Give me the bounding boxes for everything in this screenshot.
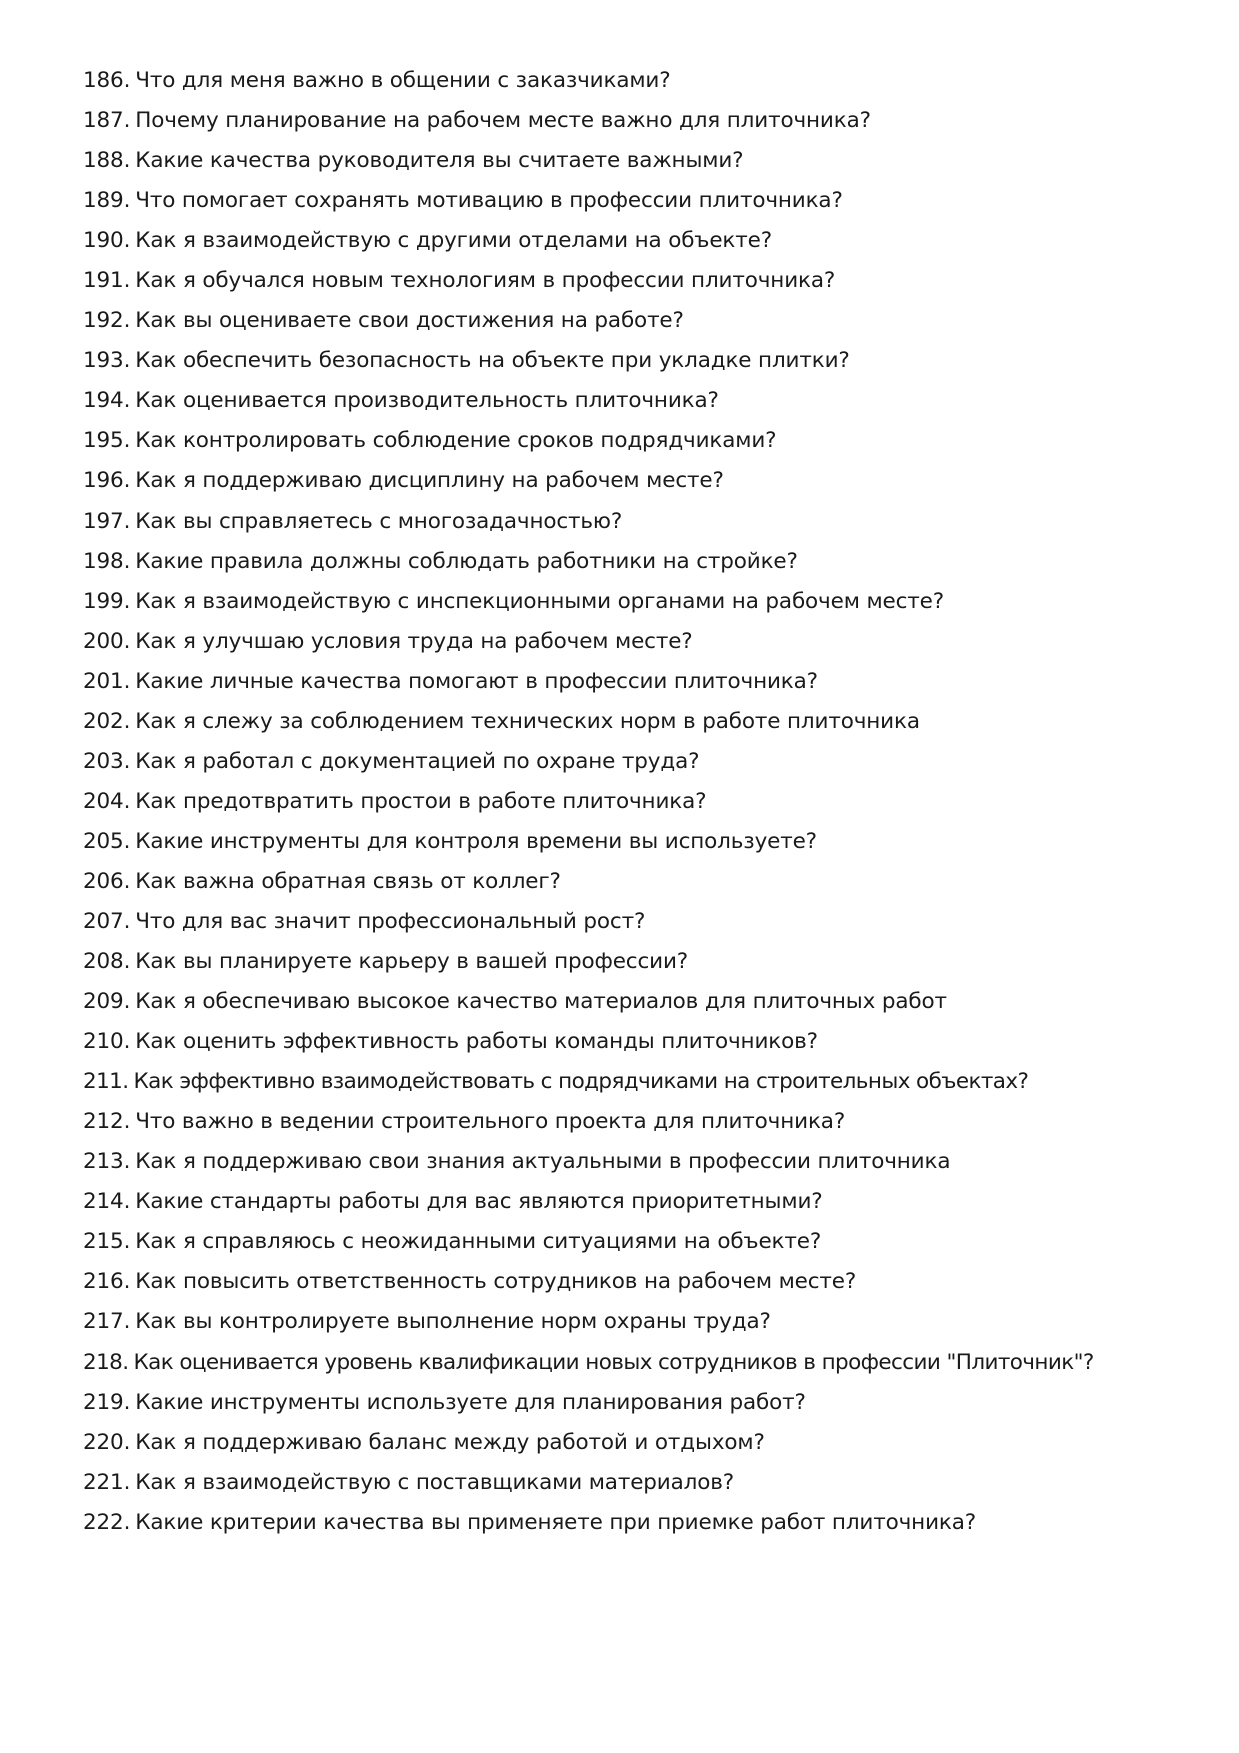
question-text: Что для вас значит профессиональный рост? (135, 908, 646, 934)
question-text: Как вы справляетесь с многозадачностью? (135, 508, 623, 534)
question-text: Какие стандарты работы для вас являются приоритетными? (135, 1189, 823, 1215)
question-number: 213. (83, 1149, 131, 1175)
list-item (83, 1262, 1203, 1302)
question-text: Как повысить ответственность сотрудников на рабочем месте? (135, 1269, 857, 1295)
question-text: Как я поддерживаю дисциплину на рабочем месте? (135, 468, 724, 494)
question-text: Что помогает сохранять мотивацию в профессии плиточника? (135, 188, 843, 214)
list-item (83, 341, 1203, 381)
list-item (83, 662, 1203, 702)
question-number: 220. (83, 1429, 131, 1455)
list-item (83, 1423, 1203, 1463)
list-item (83, 181, 1203, 221)
question-text: Что важно в ведении строительного проекта для плиточника? (135, 1109, 846, 1135)
question-number: 218. (83, 1349, 129, 1375)
question-number: 217. (83, 1309, 131, 1335)
question-number: 186. (83, 68, 131, 93)
question-text: Как предотвратить простои в работе плиточника? (135, 788, 707, 814)
question-text: Какие критерии качества вы применяете при приемке работ плиточника? (135, 1509, 977, 1535)
question-number: 196. (83, 468, 131, 494)
question-text: Как вы планируете карьеру в вашей профессии? (135, 949, 689, 975)
list-item (83, 221, 1203, 261)
question-text: Как я обеспечиваю высокое качество материалов для плиточных работ (135, 989, 947, 1015)
list-item (83, 902, 1203, 942)
question-number: 194. (83, 388, 131, 414)
question-number: 201. (83, 668, 131, 694)
list-item (83, 101, 1203, 141)
question-text: Как оценить эффективность работы команды плиточников? (135, 1029, 818, 1055)
list-item (83, 1142, 1203, 1182)
question-number: 210. (83, 1029, 131, 1055)
question-text: Как вы оцениваете свои достижения на работе? (135, 308, 684, 334)
question-text: Какие инструменты используете для планирования работ? (135, 1389, 806, 1415)
question-number: 187. (83, 108, 131, 134)
question-number: 191. (83, 268, 131, 294)
question-text: Какие личные качества помогают в профессии плиточника? (135, 668, 818, 694)
question-number: 211. (83, 1069, 129, 1095)
list-item (83, 862, 1203, 902)
question-text: Какие качества руководителя вы считаете важными? (135, 148, 744, 174)
question-number: 193. (83, 348, 131, 374)
question-number: 200. (83, 628, 131, 654)
question-number: 209. (83, 989, 131, 1015)
question-number: 189. (83, 188, 131, 214)
list-item (83, 61, 1203, 101)
question-text: Как важна обратная связь от коллег? (135, 868, 561, 894)
list-item (83, 461, 1203, 501)
question-text: Как я поддерживаю свои знания актуальными в профессии плиточника (135, 1149, 951, 1175)
question-text: Как я улучшаю условия труда на рабочем месте? (135, 628, 693, 654)
question-number: 192. (83, 308, 131, 334)
list-item (83, 1383, 1203, 1423)
question-text: Как я взаимодействую с инспекционными органами на рабочем месте? (135, 588, 944, 614)
question-text: Какие правила должны соблюдать работники на стройке? (135, 548, 798, 574)
question-number: 198. (83, 548, 131, 574)
list-item (83, 1222, 1203, 1262)
list-item (83, 942, 1203, 982)
list-item (83, 421, 1203, 461)
question-number: 221. (83, 1469, 131, 1495)
list-item (83, 1343, 1203, 1383)
document-page (83, 61, 1203, 1543)
question-text: Как я взаимодействую с другими отделами на объекте? (135, 228, 772, 254)
question-number: 216. (83, 1269, 131, 1295)
list-item (83, 261, 1203, 301)
question-text: Как вы контролируете выполнение норм охраны труда? (135, 1309, 771, 1335)
question-number: 214. (83, 1189, 131, 1215)
list-item (83, 1102, 1203, 1142)
list-item (83, 381, 1203, 421)
question-text: Как оценивается уровень квалификации новых сотрудников в профессии "Плиточник"? (133, 1349, 1094, 1375)
list-item (83, 822, 1203, 862)
question-number: 204. (83, 788, 131, 814)
list-item (83, 622, 1203, 662)
list-item (83, 1182, 1203, 1222)
list-item (83, 141, 1203, 181)
question-number: 188. (83, 148, 131, 174)
question-number: 202. (83, 708, 131, 734)
question-text: Как я поддерживаю баланс между работой и отдыхом? (135, 1429, 765, 1455)
list-item (83, 1022, 1203, 1062)
question-text: Как эффективно взаимодействовать с подрядчиками на строительных объектах? (133, 1069, 1029, 1095)
question-number: 219. (83, 1389, 131, 1415)
question-number: 199. (83, 588, 131, 614)
list-item (83, 782, 1203, 822)
question-text: Как обеспечить безопасность на объекте при укладке плитки? (135, 348, 850, 374)
list-item (83, 702, 1203, 742)
question-text: Как контролировать соблюдение сроков подрядчиками? (135, 428, 777, 454)
question-text: Что для меня важно в общении с заказчиками? (135, 68, 671, 93)
question-number: 195. (83, 428, 131, 454)
question-number: 206. (83, 868, 131, 894)
list-item (83, 1463, 1203, 1503)
list-item (83, 1302, 1203, 1342)
list-item (83, 582, 1203, 622)
list-item (83, 542, 1203, 582)
question-number: 222. (83, 1509, 131, 1535)
question-text: Как я обучался новым технологиям в профессии плиточника? (135, 268, 836, 294)
question-number: 203. (83, 748, 131, 774)
list-item (83, 1503, 1203, 1543)
list-item (83, 742, 1203, 782)
list-item (83, 1062, 1203, 1102)
question-number: 215. (83, 1229, 131, 1255)
question-list (83, 61, 1203, 1543)
question-text: Как я взаимодействую с поставщиками материалов? (135, 1469, 735, 1495)
question-number: 207. (83, 908, 131, 934)
question-number: 205. (83, 828, 131, 854)
list-item (83, 301, 1203, 341)
question-text: Как я справляюсь с неожиданными ситуациями на объекте? (135, 1229, 822, 1255)
question-number: 197. (83, 508, 131, 534)
question-text: Как я слежу за соблюдением технических норм в работе плиточника (135, 708, 920, 734)
question-number: 208. (83, 949, 131, 975)
question-text: Какие инструменты для контроля времени вы используете? (135, 828, 817, 854)
list-item (83, 502, 1203, 542)
question-number: 212. (83, 1109, 131, 1135)
question-text: Как оценивается производительность плиточника? (135, 388, 719, 414)
question-text: Как я работал с документацией по охране труда? (135, 748, 700, 774)
question-text: Почему планирование на рабочем месте важно для плиточника? (135, 108, 871, 134)
list-item (83, 982, 1203, 1022)
question-number: 190. (83, 228, 131, 254)
